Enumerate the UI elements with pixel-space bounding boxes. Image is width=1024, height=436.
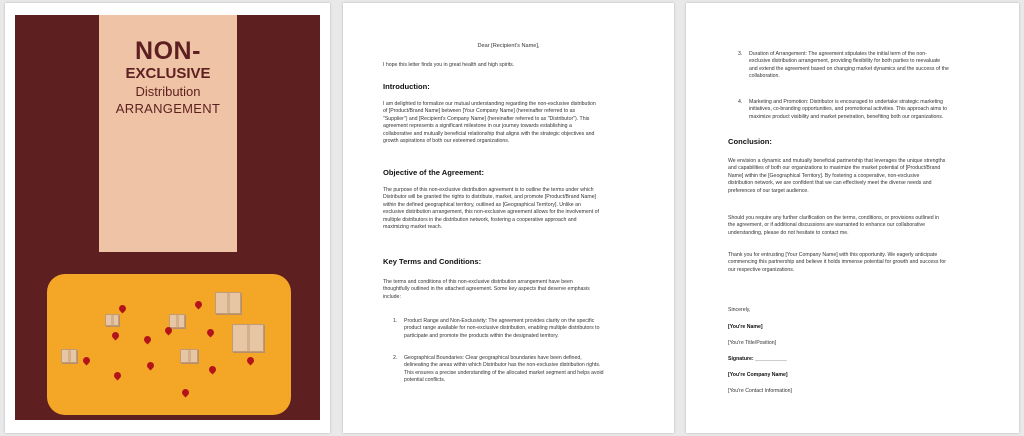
- map-pin-icon: [118, 304, 128, 314]
- text-line: I am delighted to formalize our mutual understanding regarding the non-exclusive distribution: [383, 101, 596, 107]
- map-pin-icon: [208, 365, 218, 375]
- text-line: distribution network, we are confident that we can effectively meet the diverse needs and: [728, 180, 932, 187]
- text-line: This ensures a precise understanding of the allocated market segment and helps avoid: [404, 369, 604, 376]
- intro-heading: Introduction:: [383, 82, 430, 91]
- term3-item: [749, 51, 949, 81]
- letter-page-2: [686, 3, 1019, 433]
- terms-paragraph: [383, 279, 590, 301]
- map-pin-icon: [113, 371, 123, 381]
- intro-paragraph: [383, 101, 596, 145]
- cardboard-box-icon: [61, 349, 77, 363]
- term2-number: 2.: [393, 355, 398, 361]
- terms-heading: Key Terms and Conditions:: [383, 257, 482, 266]
- cover-title-line3: Distribution: [135, 84, 201, 99]
- text-line: agreement represents a significant milestone in our journey towards establishing a: [383, 123, 572, 130]
- text-line: and capabilities of both our organizations to maximize the market potential of [Product/Brand: [728, 165, 941, 172]
- text-line: collaborative and mutually beneficial relationship that aligns with the strategic objectives and: [383, 130, 595, 137]
- signer-company: [You're Company Name]: [728, 372, 788, 378]
- signature-line: Signature: ___________: [728, 356, 787, 362]
- conclusion-heading: Conclusion:: [728, 137, 772, 146]
- text-line: product range available for non-exclusive distribution, enabling multiple distributors to: [404, 325, 600, 332]
- text-line: Product Range and Non-Exclusivity: The agreement provides clarity on the specific: [404, 318, 595, 324]
- text-line: thoughtfully outlined in the attached agreement. Some key aspects that deserve emphasis: [383, 286, 590, 293]
- clarification-paragraph: [728, 215, 939, 237]
- map-pin-icon: [206, 328, 216, 338]
- text-line: of [Product/Brand Name] between [Your Company Name] (hereinafter referred to as: [383, 108, 576, 115]
- text-line: exclusive distribution arrangement, this non-exclusive agreement allows for the involvement of: [383, 209, 599, 216]
- text-line: within the defined geographical territory, outlined as [Geographical Territory]. Unlike an: [383, 201, 581, 208]
- cardboard-box-icon: [105, 314, 119, 326]
- text-line: and extend the agreement based on changing market dynamics and the success of the: [749, 65, 949, 72]
- signer-title: [You're Title/Position]: [728, 340, 777, 346]
- cardboard-box-icon: [169, 314, 185, 328]
- cover-title-line2: EXCLUSIVE: [125, 65, 211, 82]
- text-line: delineating the areas within which Distributor has the non-exclusive distribution rights.: [404, 362, 601, 369]
- objective-heading: Objective of the Agreement:: [383, 168, 484, 177]
- cardboard-box-icon: [232, 324, 264, 352]
- text-line: "Supplier") and [Recipient's Company Name] (hereinafter referred to as "Distributor"). This: [383, 115, 590, 122]
- text-line: Marketing and Promotion: Distributor is encouraged to undertake strategic marketing: [749, 99, 944, 105]
- cover-page: [5, 3, 330, 433]
- cover-image-boxes-and-pins: [47, 274, 291, 415]
- closing: Sincerely,: [728, 307, 751, 313]
- text-line: participate and promote the products within the designated territory.: [404, 332, 559, 339]
- term1-item: [404, 318, 600, 340]
- text-line: initiatives, co-branding opportunities, and promotional activities. This approach aims to: [749, 106, 947, 113]
- term3-number: 3.: [738, 51, 743, 57]
- letter-page-1: [343, 3, 674, 433]
- map-pin-icon: [143, 335, 153, 345]
- text-line: growth aspirations of both our esteemed organizations.: [383, 138, 510, 145]
- objective-paragraph: [383, 187, 599, 231]
- text-line: commencing this partnership and believe it holds immense potential for growth and success for: [728, 259, 946, 266]
- greeting: I hope this letter finds you in great health and high spirits.: [383, 62, 515, 68]
- signer-name: [You're Name]: [728, 324, 763, 330]
- text-line: Thank you for entrusting [Your Company Name] with this opportunity. We eagerly anticipate: [728, 252, 938, 258]
- text-line: We envision a dynamic and mutually beneficial partnership that leverages the unique strengths: [728, 158, 946, 164]
- text-line: include:: [383, 293, 401, 300]
- text-line: preferences of our target audience.: [728, 187, 809, 194]
- cardboard-box-icon: [180, 349, 198, 363]
- map-pin-icon: [146, 361, 156, 371]
- map-pin-icon: [194, 300, 204, 310]
- map-pin-icon: [82, 356, 92, 366]
- text-line: our respective organizations.: [728, 266, 795, 273]
- text-line: Distributor will be granted the rights to distribute, market, and promote [Product/Brand Name]: [383, 194, 597, 201]
- text-line: Should you require any further clarification on the terms, conditions, or provisions outlined in: [728, 215, 940, 221]
- text-line: exclusive distribution arrangement, providing flexibility for both parties to reevaluate: [749, 58, 941, 65]
- text-line: potential conflicts.: [404, 377, 446, 384]
- salutation: Dear [Recipient's Name],: [477, 43, 540, 49]
- cover-title-line4: ARRANGEMENT: [115, 101, 221, 116]
- term4-number: 4.: [738, 99, 743, 105]
- cover-title-line1: NON-: [135, 37, 201, 65]
- term1-number: 1.: [393, 318, 398, 324]
- cover-title-panel: [99, 15, 237, 252]
- text-line: The terms and conditions of this non-exclusive distribution arrangement have been: [383, 279, 573, 285]
- text-line: collaboration.: [749, 73, 780, 80]
- text-line: Name] within the [Geographical Territory]. By fostering a cooperative, non-exclusive: [728, 172, 920, 179]
- thanks-paragraph: [728, 252, 946, 274]
- text-line: Duration of Arrangement: The agreement stipulates the initial term of the non-: [749, 51, 927, 57]
- text-line: understanding, please do not hesitate to contact me.: [728, 229, 849, 236]
- conclusion-paragraph: [728, 158, 945, 195]
- text-line: maximize product visibility and market penetration, benefiting both our organizations.: [749, 113, 944, 120]
- text-line: the agreement, or if additional discussions are warranted to enhance our collaborative: [728, 222, 925, 229]
- map-pin-icon: [246, 356, 256, 366]
- text-line: multiple distributors in the distribution network, fostering a cooperative approach and: [383, 216, 577, 223]
- map-pin-icon: [181, 388, 191, 398]
- text-line: Geographical Boundaries: Clear geographical boundaries have been defined,: [404, 355, 582, 361]
- cardboard-box-icon: [215, 292, 241, 314]
- term2-item: [404, 355, 604, 385]
- term4-item: [749, 99, 947, 121]
- text-line: maximizing market reach.: [383, 224, 443, 231]
- text-line: The purpose of this non-exclusive distribution agreement is to outline the terms under which: [383, 187, 594, 193]
- signer-contact: [You're Contact Information]: [728, 388, 792, 394]
- map-pin-icon: [111, 331, 121, 341]
